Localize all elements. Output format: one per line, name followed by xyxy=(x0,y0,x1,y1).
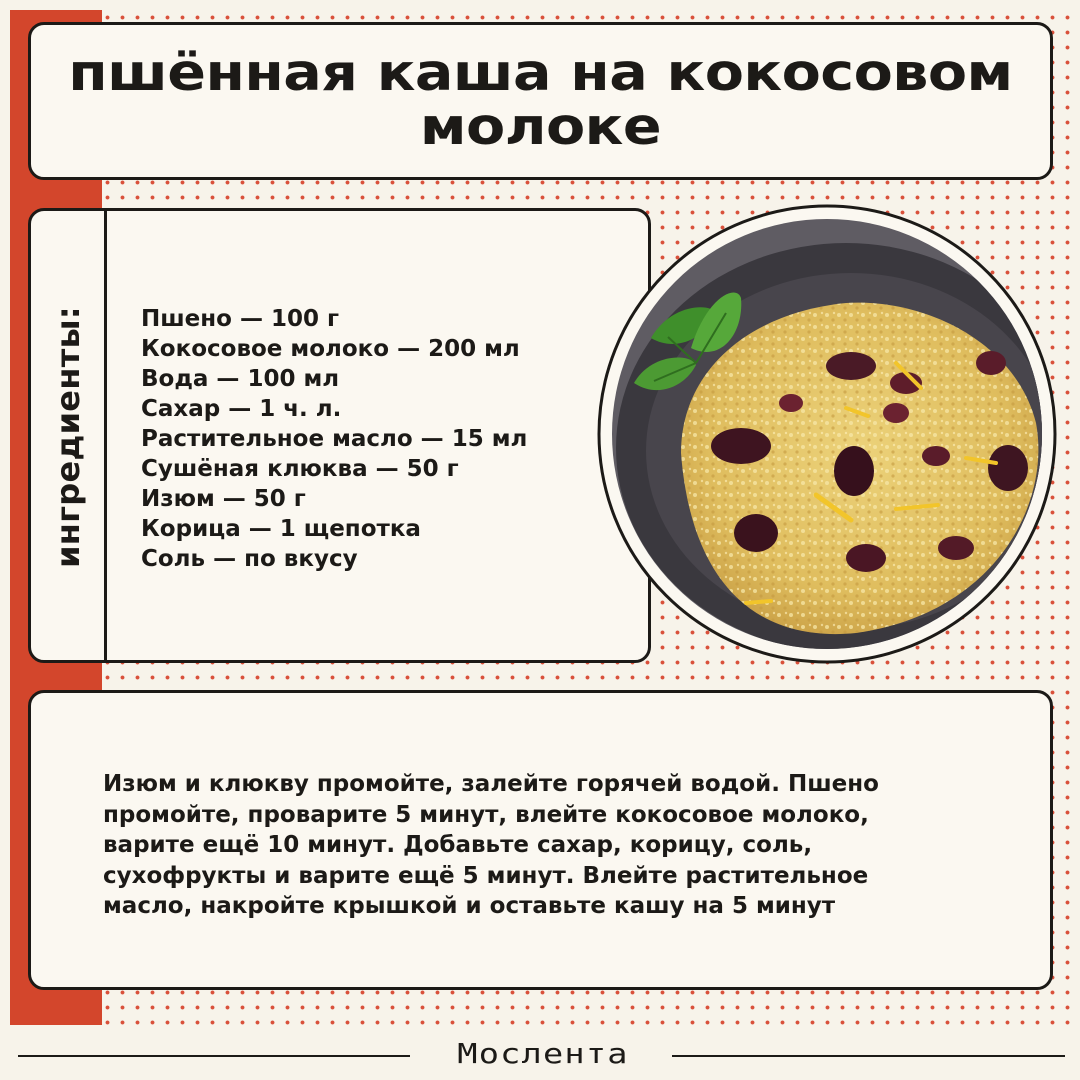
instructions-text: Изюм и клюкву промойте, залейте горячей водой. Пшено промойте, проварите 5 минут, влейте кокосовое молоко, варите ещё 10 минут. Добавьте сахар, корицу, соль, сухофрукты и варите ещё 5 минут. Влейте растительное масло, накройте крышкой и оставьте кашу на 5 минут xyxy=(103,771,879,919)
ingredient-item: Изюм — 50 г xyxy=(141,486,306,512)
ingredient-item: Сахар — 1 ч. л. xyxy=(141,396,342,422)
ingredients-divider xyxy=(104,211,107,660)
ingredient-item: Корица — 1 щепотка xyxy=(141,516,421,542)
brand-logo: Мослента xyxy=(457,1037,629,1070)
ingredient-item: Сушёная клюква — 50 г xyxy=(141,456,459,482)
ingredient-item: Пшено — 100 г xyxy=(141,306,340,332)
ingredients-heading: ингредиенты: xyxy=(49,306,87,568)
footer-divider-left xyxy=(18,1055,410,1057)
title-card xyxy=(28,22,1053,180)
ingredient-item: Вода — 100 мл xyxy=(141,366,340,392)
footer-divider-right xyxy=(672,1055,1065,1057)
ingredient-item: Кокосовое молоко — 200 мл xyxy=(141,336,520,362)
ingredient-item: Соль — по вкусу xyxy=(141,546,358,572)
instructions-card xyxy=(28,690,1053,990)
ingredient-item: Растительное масло — 15 мл xyxy=(141,426,528,452)
porridge-photo xyxy=(596,203,1058,665)
ingredients-list xyxy=(141,304,527,574)
ingredients-card xyxy=(28,208,651,663)
recipe-title: пшённая каша на кокосовом молоке xyxy=(68,44,1013,157)
